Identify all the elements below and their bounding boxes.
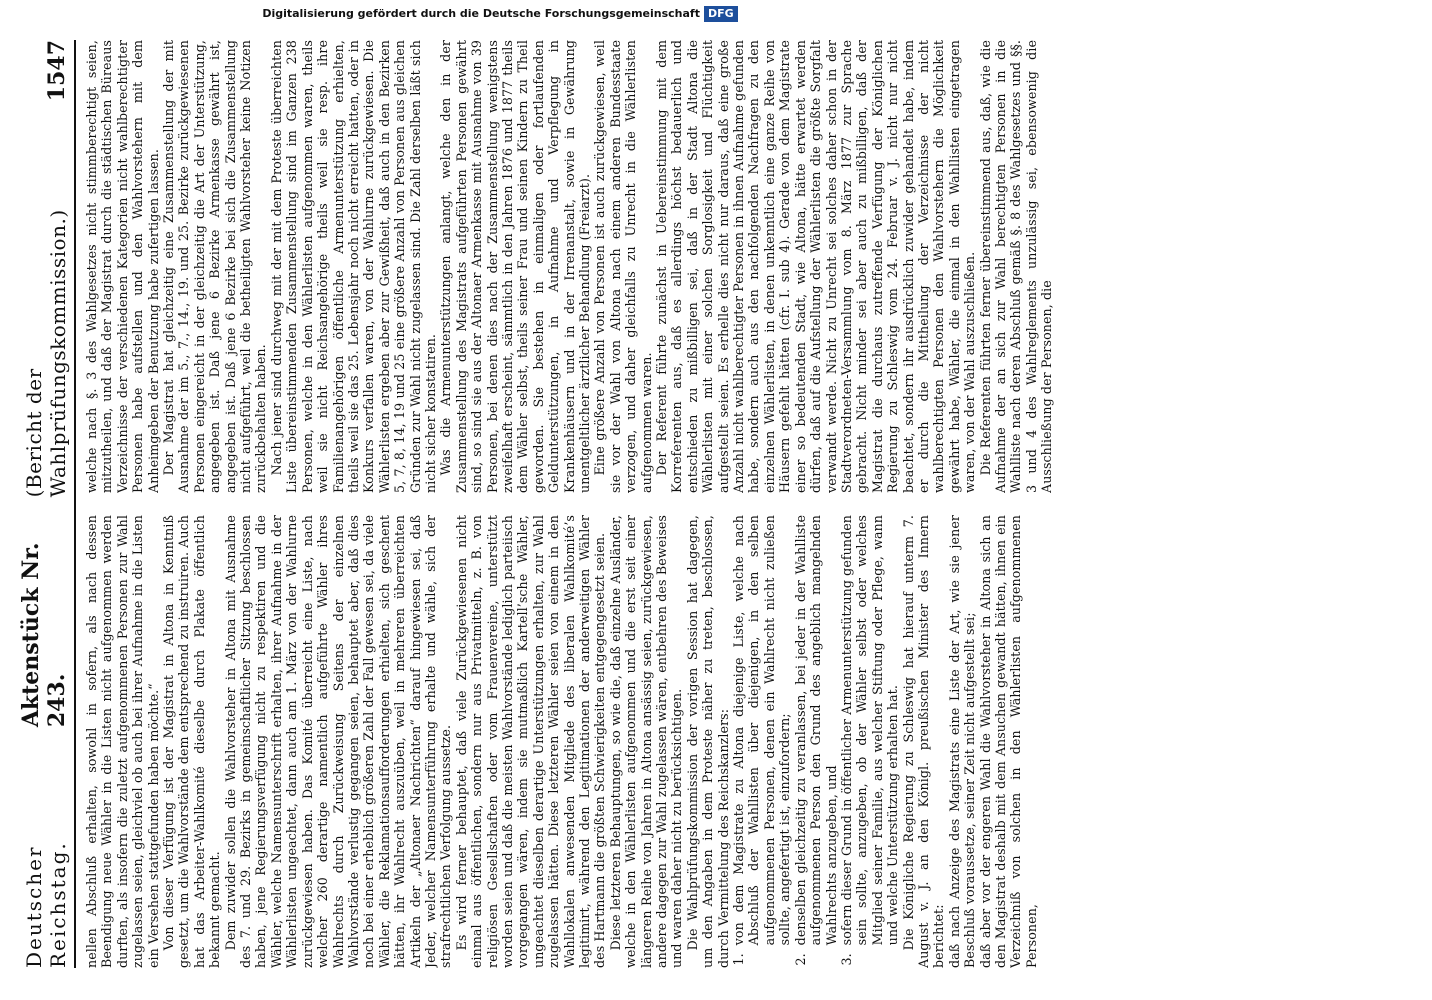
list-item-text: von dem Magistrate zu Altona diejenige Liste, welche nach Abschluß der Wahllisten über diejenigen, in den selben aufgenommenen Personen, denen ein Wahlrecht nicht zuließen sollte, angefertigt ist, einzufordern; [731, 515, 793, 946]
paragraph: welche nach §. 3 des Wahlgesetzes nicht stimmberechtigt seien, mitzutheilen, und daß der Magistrat durch die städtischen Büreaus Verzeichnisse der verschiedenen Kategorien nicht wahlberechtigter Personen habe aufstellen und den Wahlvorstehern mit dem Anheimgeben der Benutzung habe zufertigen lassen. [84, 40, 161, 493]
list-number: 3. [838, 953, 854, 966]
digitization-note [50, 6, 950, 22]
list-number: 2. [792, 953, 808, 966]
list-item [839, 515, 901, 968]
paragraph: Der Magistrat hat gleichzeitig eine Zusammenstellung der mit Ausnahme der im 5., 7., 14., 19. und 25. Bezirke zurückgewiesenen Personen eingereicht in der gleichzeitig die Art der Unterstützung, angegeben ist. Daß jene 6 Bezirke Armenkasse gewährt ist, angegeben ist. Daß jene 6 Bezirke bei sich die Zusammenstellung nicht aufgeführt, weil die betheiligten Wahlvorsteher keine Notizen zurückbehalten haben. [161, 40, 269, 493]
dfg-logo: DFG [704, 6, 738, 22]
list-number: 1. [731, 953, 747, 966]
list-item [793, 515, 839, 968]
paragraph: Der Referent führte zunächst in Uebereinstimmung mit dem Korreferenten aus, daß es allerdings höchst bedauerlich und entschieden zu mißbilligen sei, daß in der Stadt Altona die Wählerlisten mit einer solchen Sorglosigkeit und Flüchtigkeit aufgestellt seien. Es erhelle dies nicht nur daraus, daß eine große Anzahl nicht wahlberechtigter Personen in ihnen Aufnahme gefunden habe, sondern auch aus den nachfolgenden Nachfragen zu den einzelnen Wählerlisten, in denen unkenntlich eine ganze Reihe von Häusern gefehlt hätten (cfr. I. sub 4). Gerade von dem Magistrate einer so bedeutenden Stadt, wie Altona, hätte erwartet werden dürfen, daß auf die Aufstellung der Wählerlisten die größte Sorgfalt verwandt werde. Nicht zu Unrecht sei solches daher schon in der Stadtverordneten-Versammlung vom 8. März 1877 zur Sprache gebracht. Nicht minder sei aber auch zu mißbilligen, daß der Magistrat die durchaus zutreffende Verfügung der Königlichen Regierung zu Schleswig vom 24. Februar v. J. nicht nur nicht beachtet, sondern ihr ausdrücklich zuwider gehandelt habe, indem er durch die Mittheilung der Verzeichnisse der nicht wahlberechtigten Personen den Wahlvorstehern die Möglichkeit gewährt habe, Wähler, die einmal in den Wahllisten eingetragen waren, von der Wahl auszuschließen. [654, 40, 978, 493]
left-column [84, 515, 1370, 968]
paragraph: Von dieser Verfügung ist der Magistrat in Altona in Kenntniß gesetzt, um die Wahlvorstände dem entsprechend zu instruiren. Auch hat das Arbeiter-Wahlkomité dieselbe durch Plakate öffentlich bekannt gemacht. [161, 515, 223, 968]
paragraph: Die Königliche Regierung zu Schleswig hat hierauf unterm 7. August v. J. an den Königl. preußischen Minister des Innern berichtet: [900, 515, 947, 968]
list-item-text: sofern dieser Grund in öffentlicher Armenunterstützung gefunden sein sollte, anzugeben, ob der Wähler selbst oder welches Mitglied seiner Familie, aus welcher Stiftung oder Pflege, wann und welche Unterstützung erhalten hat. [838, 515, 901, 946]
paragraph: Eine größere Anzahl von Personen ist auch zurückgewiesen, weil sie vor der Wahl von Altona nach einem anderen Bundesstaate verzogen, und daher gleichfalls zu Unrecht in die Wählerlisten aufgenommen waren. [592, 40, 654, 493]
paragraph: Nach jener sind durchweg mit der mit dem Proteste überreichten Liste übereinstimmenden Zusammenstellung sind im Ganzen 238 Personen, welche in den Wählerlisten aufgenommen waren, theils weil sie nicht Reichsangehörige theils weil sie resp. ihre Familienangehörigen öffentliche Armenunterstützung erhielten, theils weil sie das 25. Lebensjahr noch nicht erreicht hatten, oder in Konkurs verfallen waren, von der Wahlurne zurückgewiesen. Die Wählerlisten ergeben aber zur Gewißheit, daß auch in den Bezirken 5, 7, 8, 14, 19 und 25 eine größere Anzahl von Personen aus gleichen Gründen zur Wahl nicht zugelassen sind. Die Zahl derselben läßt sich nicht sicher konstatiren. [268, 40, 438, 493]
header-title: Deutscher Reichstag. [22, 841, 70, 968]
paragraph: Die Wahlprüfungskommission der vorigen Session hat dagegen, um den Angaben in dem Proteste näher zu treten, beschlossen, durch Vermittelung des Reichskanzlers: [684, 515, 731, 968]
paragraph: Diese letzteren Behauptungen, so wie die, daß einzelne Ausländer, welche in den Wählerlisten aufgenommen und die erst seit einer längeren Reihe von Jahren in Altona ansässig seien, zurückgewiesen, andere dagegen zur Wahl zugelassen wären, entbehren des Beweises und waren daher nicht zu berücksichtigen. [607, 515, 685, 968]
paragraph: Was die Armenunterstützungen anlangt, welche den in der Zusammenstellung des Magistrats aufgeführten Personen gewährt sind, so sind sie aus der Altonaer Armenkasse mit Ausnahme von 39 Personen, bei denen dies nach der Zusammenstellung wenigstens zweifelhaft erscheint, sämmtlich in den Jahren 1876 und 1877 theils dem Wähler selbst, theils seiner Frau und seinen Kindern zu Theil geworden. Sie bestehen in einmaligen oder fortlaufenden Geldunterstützungen, in Aufnahme und Verpflegung in Krankenhäusern und in der Irrenanstalt, sowie in Gewährung unentgeltlicher ärztlicher Behandlung (Freiarzt). [438, 40, 592, 493]
paragraph: Es wird ferner behauptet, daß viele Zurückgewiesenen nicht einmal aus öffentlichen, sondern nur aus Privatmitteln, z. B. von religiösen Gesellschaften oder vom Frauenvereine, unterstützt worden seien und daß die meisten Wahlvorstände lediglich parteiisch vorgegangen wären, indem sie mutmaßlich Kartell’sche Wähler, ungeachtet dieselben derartige Unterstützungen erhalten, zur Wahl zugelassen hätten. Diese letzteren Wähler seien von einem in den Wahllokalen anwesenden Mitgliede des liberalen Wahlkomité’s legitimirt, während den Legitimationen der anderweitigen Wähler des Hartmann die größten Schwierigkeiten entgegengesetzt seien. [453, 515, 608, 968]
paragraph: daß aber vor der engeren Wahl die Wahlvorsteher in Altona sich an den Magistrat deshalb mit dem Ansuchen gewandt hätten, ihnen ein Verzeichniß von solchen in den Wählerlisten aufgenommenen Personen, [977, 515, 1039, 968]
list-item [731, 515, 793, 968]
paragraph: daß nach Anzeige des Magistrats eine Liste der Art, wie sie jener Beschluß voraussetze, seiner Zeit nicht aufgestellt sei; [946, 515, 978, 968]
paragraph: nellen Abschluß erhalten, sowohl in sofern, als nach dessen Beendigung neue Wähler in die Listen nicht aufgenommen werden durften, als insofern die zuletzt aufgenommenen Personen zur Wahl zugelassen seien, gleichviel ob auch bei ihrer Aufnahme in die Listen ein Versehen stattgefunden haben möchte.“ [84, 515, 161, 968]
right-column [84, 40, 1370, 493]
header-document-number: Aktenstück Nr. 243. [18, 542, 70, 728]
digitization-sidebar [50, 4, 950, 22]
digitization-text: Digitalisierung gefördert durch die Deutsche Forschungsgemeinschaft [262, 7, 700, 20]
header-section: (Bericht der Wahlprüfungskommission.) [22, 209, 70, 498]
paragraph: Die Referenten führten ferner übereinstimmend aus, daß, wie die Aufnahme der an sich zur Wahl berechtigten Personen in die Wahlliste nach deren Abschluß gemäß §. 8 des Wahlgesetzes und §§. 3 und 4 des Wahlreglements unzulässig sei, ebensowenig die Ausschließung der Personen, die [977, 40, 1055, 493]
page-number: 1547 [44, 39, 70, 102]
list-item-text: denselben gleichzeitig zu veranlassen, bei jeder in der Wahlliste aufgenommenen Person den Grund des angeblich mangelnden Wahlrechts anzugeben, und [792, 515, 839, 946]
paragraph: Dem zuwider sollen die Wahlvorsteher in Altona mit Ausnahme des 7. und 29. Bezirks in gemeinschaftlicher Sitzung beschlossen haben, jene Regierungsverfügung nicht zu respektiren und die Wähler, welche Namensunterschrift erhalten, ihrer Aufnahme in der Wählerlisten ungeachtet, dann auch am 1. März von der Wahlurne zurückgewiesen haben. Das Komité überreicht eine Liste, nach welcher 260 derartige namentlich aufgeführte Wähler ihres Wahlrechts durch Zurückweisung Seitens der einzelnen Wahlvorstände verlustig gegangen seien, behauptet aber, daß dies noch bei einer erheblich größeren Zahl der Fall gewesen sei, da viele Wähler, die Reklamationsaufforderungen erhielten, sich geschent hätten, ihr Wahlrecht auszuüben, weil in mehreren überreichten Artikeln der „Altonaer Nachrichten“ darauf hingewiesen sei, daß Jeder, welcher Namensunterführung erhalte und wähle, sich der strafrechtlichen Verfolgung aussetze. [222, 515, 454, 968]
page-header [18, 39, 76, 968]
text-columns [84, 40, 1370, 968]
